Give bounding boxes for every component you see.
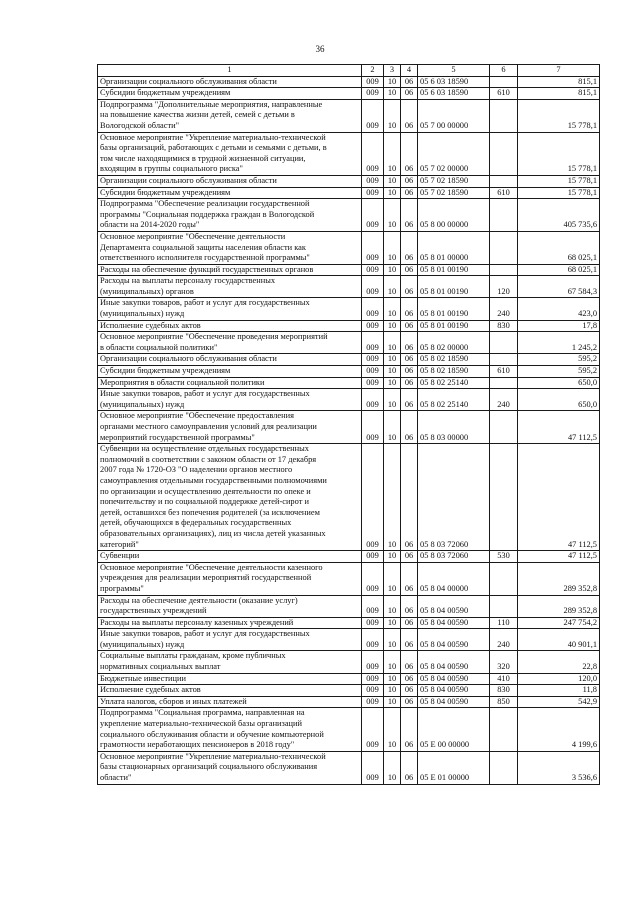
header-col-3: 3 — [384, 65, 401, 77]
row-subsection: 06 — [401, 187, 418, 199]
row-amount: 15 778,1 — [518, 99, 600, 132]
row-amount: 15 778,1 — [518, 132, 600, 175]
row-expense-type: 610 — [490, 187, 518, 199]
row-name: Основное мероприятие "Обеспечение предоставления органами местного самоуправления условий для реализации мероприятий государственной программы" — [98, 411, 362, 444]
row-amount: 120,0 — [518, 673, 600, 685]
row-amount: 47 112,5 — [518, 444, 600, 551]
row-admin-code: 009 — [362, 629, 384, 651]
row-expense-type — [490, 132, 518, 175]
row-section: 10 — [384, 231, 401, 264]
row-section: 10 — [384, 298, 401, 320]
row-expense-type: 850 — [490, 696, 518, 708]
row-section: 10 — [384, 708, 401, 751]
row-admin-code: 009 — [362, 444, 384, 551]
row-name: Организации социального обслуживания области — [98, 76, 362, 88]
row-target-article: 05 8 02 18590 — [418, 354, 490, 366]
table-row — [98, 132, 600, 175]
row-admin-code: 009 — [362, 88, 384, 100]
page-number: 36 — [315, 44, 325, 54]
row-section: 10 — [384, 99, 401, 132]
row-admin-code: 009 — [362, 187, 384, 199]
row-subsection: 06 — [401, 629, 418, 651]
row-expense-type: 610 — [490, 366, 518, 378]
row-section: 10 — [384, 389, 401, 411]
table-row — [98, 88, 600, 100]
table-row — [98, 444, 600, 551]
row-admin-code: 009 — [362, 673, 384, 685]
row-target-article: 05 8 04 00000 — [418, 562, 490, 595]
row-amount: 595,2 — [518, 366, 600, 378]
row-section: 10 — [384, 551, 401, 563]
row-section: 10 — [384, 320, 401, 332]
row-admin-code: 009 — [362, 132, 384, 175]
row-subsection: 06 — [401, 264, 418, 276]
row-admin-code: 009 — [362, 696, 384, 708]
row-target-article: 05 8 01 00190 — [418, 264, 490, 276]
row-name: Субсидии бюджетным учреждениям — [98, 187, 362, 199]
row-admin-code: 009 — [362, 551, 384, 563]
row-amount: 4 199,6 — [518, 708, 600, 751]
row-name: Субсидии бюджетным учреждениям — [98, 366, 362, 378]
row-expense-type — [490, 377, 518, 389]
row-amount: 17,8 — [518, 320, 600, 332]
header-col-6: 6 — [490, 65, 518, 77]
row-target-article: 05 8 03 72060 — [418, 551, 490, 563]
row-name: Субвенции на осуществление отдельных государственных полномочий в соответствии с законом области от 17 декабря 2007 года № 1720-ОЗ "О наделении органов местного самоуправления отдельными государственными полномочиями по организации и осуществлению деятельности по опеке и попечительству и по социальной поддержке детей-сирот и детей, оставшихся без попечения родителей (за исключением детей, обучающихся в федеральных государственных образовательных организациях), лиц из числа детей указанных категорий" — [98, 444, 362, 551]
row-admin-code: 009 — [362, 298, 384, 320]
row-admin-code: 009 — [362, 199, 384, 232]
row-name: Подпрограмма "Обеспечение реализации государственной программы "Социальная поддержка граждан в Вологодской области на 2014-2020 годы" — [98, 199, 362, 232]
row-amount: 405 735,6 — [518, 199, 600, 232]
table-row — [98, 617, 600, 629]
row-subsection: 06 — [401, 696, 418, 708]
row-target-article: 05 7 00 00000 — [418, 99, 490, 132]
row-name: Субсидии бюджетным учреждениям — [98, 88, 362, 100]
row-amount: 3 536,6 — [518, 751, 600, 784]
table-row — [98, 751, 600, 784]
row-expense-type — [490, 444, 518, 551]
row-section: 10 — [384, 332, 401, 354]
table-row — [98, 298, 600, 320]
row-subsection: 06 — [401, 617, 418, 629]
row-expense-type: 240 — [490, 298, 518, 320]
table-row — [98, 708, 600, 751]
row-section: 10 — [384, 411, 401, 444]
table-row — [98, 673, 600, 685]
row-section: 10 — [384, 132, 401, 175]
row-expense-type — [490, 76, 518, 88]
row-admin-code: 009 — [362, 332, 384, 354]
row-name: Основное мероприятие "Укрепление материально-технической базы организаций, работающих с детьми и семьями с детьми, в том числе находящимися в трудной жизненной ситуации, входящим в группы социального риска" — [98, 132, 362, 175]
table-row — [98, 175, 600, 187]
row-admin-code: 009 — [362, 685, 384, 697]
row-amount: 40 901,1 — [518, 629, 600, 651]
row-expense-type — [490, 99, 518, 132]
row-name: Исполнение судебных актов — [98, 685, 362, 697]
row-expense-type: 120 — [490, 276, 518, 298]
header-col-5: 5 — [418, 65, 490, 77]
row-admin-code: 009 — [362, 562, 384, 595]
row-target-article: 05 8 01 00000 — [418, 231, 490, 264]
table-row — [98, 562, 600, 595]
row-section: 10 — [384, 673, 401, 685]
table-row — [98, 377, 600, 389]
row-expense-type: 110 — [490, 617, 518, 629]
row-amount: 289 352,8 — [518, 595, 600, 617]
row-target-article: 05 8 04 00590 — [418, 629, 490, 651]
table-row — [98, 551, 600, 563]
row-admin-code: 009 — [362, 366, 384, 378]
row-admin-code: 009 — [362, 264, 384, 276]
row-admin-code: 009 — [362, 276, 384, 298]
row-target-article: 05 8 04 00590 — [418, 617, 490, 629]
row-section: 10 — [384, 276, 401, 298]
row-expense-type: 530 — [490, 551, 518, 563]
table-row — [98, 332, 600, 354]
table-row — [98, 389, 600, 411]
row-target-article: 05 8 01 00190 — [418, 320, 490, 332]
table-row — [98, 320, 600, 332]
row-amount: 11,8 — [518, 685, 600, 697]
row-subsection: 06 — [401, 444, 418, 551]
row-subsection: 06 — [401, 99, 418, 132]
row-amount: 22,8 — [518, 651, 600, 673]
row-target-article: 05 7 02 18590 — [418, 187, 490, 199]
row-expense-type: 320 — [490, 651, 518, 673]
table-body — [98, 76, 600, 784]
row-expense-type: 610 — [490, 88, 518, 100]
table-row — [98, 366, 600, 378]
row-name: Иные закупки товаров, работ и услуг для государственных (муниципальных) нужд — [98, 389, 362, 411]
row-subsection: 06 — [401, 231, 418, 264]
row-subsection: 06 — [401, 389, 418, 411]
row-target-article: 05 8 02 18590 — [418, 366, 490, 378]
row-section: 10 — [384, 595, 401, 617]
row-amount: 423,0 — [518, 298, 600, 320]
row-admin-code: 009 — [362, 175, 384, 187]
table-row — [98, 595, 600, 617]
table-row — [98, 264, 600, 276]
row-target-article: 05 7 02 00000 — [418, 132, 490, 175]
row-admin-code: 009 — [362, 411, 384, 444]
row-name: Расходы на выплаты персоналу государственных (муниципальных) органов — [98, 276, 362, 298]
row-admin-code: 009 — [362, 389, 384, 411]
row-amount: 47 112,5 — [518, 551, 600, 563]
row-target-article: 05 8 04 00590 — [418, 595, 490, 617]
row-target-article: 05 8 04 00590 — [418, 651, 490, 673]
row-target-article: 05 8 03 00000 — [418, 411, 490, 444]
row-target-article: 05 8 02 00000 — [418, 332, 490, 354]
row-subsection: 06 — [401, 751, 418, 784]
header-col-1: 1 — [98, 65, 362, 77]
row-section: 10 — [384, 751, 401, 784]
row-name: Подпрограмма "Социальная программа, направленная на укрепление материально-технической базы организаций социального обслуживания области и обучение компьютерной грамотности неработающих пенсионеров в 2018 году" — [98, 708, 362, 751]
row-admin-code: 009 — [362, 377, 384, 389]
row-subsection: 06 — [401, 320, 418, 332]
row-section: 10 — [384, 651, 401, 673]
row-admin-code: 009 — [362, 354, 384, 366]
row-subsection: 06 — [401, 411, 418, 444]
row-name: Иные закупки товаров, работ и услуг для государственных (муниципальных) нужд — [98, 298, 362, 320]
row-section: 10 — [384, 76, 401, 88]
row-target-article: 05 6 03 18590 — [418, 88, 490, 100]
row-name: Основное мероприятие "Обеспечение деятельности казенного учреждения для реализации мероприятий государственной программы" — [98, 562, 362, 595]
row-subsection: 06 — [401, 298, 418, 320]
row-admin-code: 009 — [362, 651, 384, 673]
row-name: Расходы на обеспечение деятельности (оказание услуг) государственных учреждений — [98, 595, 362, 617]
row-admin-code: 009 — [362, 99, 384, 132]
header-row — [98, 65, 600, 77]
row-admin-code: 009 — [362, 595, 384, 617]
row-expense-type — [490, 199, 518, 232]
row-amount: 68 025,1 — [518, 231, 600, 264]
table-row — [98, 76, 600, 88]
row-subsection: 06 — [401, 199, 418, 232]
header-col-2: 2 — [362, 65, 384, 77]
row-amount: 15 778,1 — [518, 175, 600, 187]
row-subsection: 06 — [401, 673, 418, 685]
row-admin-code: 009 — [362, 320, 384, 332]
row-target-article: 05 E 00 00000 — [418, 708, 490, 751]
row-section: 10 — [384, 696, 401, 708]
budget-table — [97, 64, 600, 785]
row-target-article: 05 8 04 00590 — [418, 673, 490, 685]
row-expense-type — [490, 332, 518, 354]
table-row — [98, 696, 600, 708]
row-name: Иные закупки товаров, работ и услуг для государственных (муниципальных) нужд — [98, 629, 362, 651]
row-section: 10 — [384, 187, 401, 199]
row-section: 10 — [384, 562, 401, 595]
row-name: Организации социального обслуживания области — [98, 175, 362, 187]
row-expense-type: 240 — [490, 389, 518, 411]
row-expense-type: 240 — [490, 629, 518, 651]
row-amount: 47 112,5 — [518, 411, 600, 444]
row-name: Расходы на выплаты персоналу казенных учреждений — [98, 617, 362, 629]
row-name: Основное мероприятие "Обеспечение проведения мероприятий в области социальной политики" — [98, 332, 362, 354]
row-amount: 247 754,2 — [518, 617, 600, 629]
table-row — [98, 629, 600, 651]
table-row — [98, 199, 600, 232]
row-section: 10 — [384, 617, 401, 629]
row-subsection: 06 — [401, 685, 418, 697]
row-section: 10 — [384, 377, 401, 389]
row-target-article: 05 8 01 00190 — [418, 298, 490, 320]
row-target-article: 05 8 04 00590 — [418, 696, 490, 708]
row-expense-type — [490, 231, 518, 264]
row-admin-code: 009 — [362, 76, 384, 88]
row-section: 10 — [384, 354, 401, 366]
row-target-article: 05 6 03 18590 — [418, 76, 490, 88]
row-admin-code: 009 — [362, 708, 384, 751]
row-amount: 650,0 — [518, 377, 600, 389]
row-section: 10 — [384, 175, 401, 187]
row-expense-type: 830 — [490, 685, 518, 697]
row-amount: 68 025,1 — [518, 264, 600, 276]
row-amount: 542,9 — [518, 696, 600, 708]
row-amount: 1 245,2 — [518, 332, 600, 354]
row-expense-type — [490, 751, 518, 784]
row-name: Социальные выплаты гражданам, кроме публичных нормативных социальных выплат — [98, 651, 362, 673]
row-target-article: 05 8 04 00590 — [418, 685, 490, 697]
row-admin-code: 009 — [362, 617, 384, 629]
row-name: Основное мероприятие "Обеспечение деятельности Департамента социальной защиты населения области как ответственного исполнителя государственной программы" — [98, 231, 362, 264]
table-row — [98, 231, 600, 264]
row-expense-type — [490, 562, 518, 595]
table-row — [98, 276, 600, 298]
row-subsection: 06 — [401, 88, 418, 100]
row-target-article: 05 7 02 18590 — [418, 175, 490, 187]
row-subsection: 06 — [401, 651, 418, 673]
row-expense-type — [490, 175, 518, 187]
row-target-article: 05 E 01 00000 — [418, 751, 490, 784]
row-expense-type: 410 — [490, 673, 518, 685]
row-expense-type — [490, 708, 518, 751]
row-target-article: 05 8 03 72060 — [418, 444, 490, 551]
row-subsection: 06 — [401, 595, 418, 617]
row-expense-type — [490, 595, 518, 617]
row-name: Бюджетные инвестиции — [98, 673, 362, 685]
row-amount: 15 778,1 — [518, 187, 600, 199]
row-subsection: 06 — [401, 562, 418, 595]
row-section: 10 — [384, 685, 401, 697]
row-name: Расходы на обеспечение функций государственных органов — [98, 264, 362, 276]
table-row — [98, 354, 600, 366]
row-subsection: 06 — [401, 276, 418, 298]
row-subsection: 06 — [401, 551, 418, 563]
row-name: Исполнение судебных актов — [98, 320, 362, 332]
row-expense-type — [490, 354, 518, 366]
row-admin-code: 009 — [362, 231, 384, 264]
row-amount: 815,1 — [518, 76, 600, 88]
row-subsection: 06 — [401, 366, 418, 378]
row-amount: 595,2 — [518, 354, 600, 366]
row-name: Уплата налогов, сборов и иных платежей — [98, 696, 362, 708]
row-section: 10 — [384, 629, 401, 651]
row-section: 10 — [384, 199, 401, 232]
row-amount: 650,0 — [518, 389, 600, 411]
row-subsection: 06 — [401, 377, 418, 389]
row-section: 10 — [384, 264, 401, 276]
header-col-4: 4 — [401, 65, 418, 77]
row-section: 10 — [384, 444, 401, 551]
row-section: 10 — [384, 88, 401, 100]
header-col-7: 7 — [518, 65, 600, 77]
row-amount: 67 584,3 — [518, 276, 600, 298]
row-subsection: 06 — [401, 332, 418, 354]
row-subsection: 06 — [401, 354, 418, 366]
row-name: Основное мероприятие "Укрепление материально-технической базы стационарных организаций социального обслуживания области" — [98, 751, 362, 784]
row-name: Субвенции — [98, 551, 362, 563]
table-row — [98, 411, 600, 444]
row-amount: 815,1 — [518, 88, 600, 100]
row-admin-code: 009 — [362, 751, 384, 784]
row-name: Мероприятия в области социальной политики — [98, 377, 362, 389]
row-target-article: 05 8 02 25140 — [418, 377, 490, 389]
row-target-article: 05 8 00 00000 — [418, 199, 490, 232]
table-row — [98, 651, 600, 673]
table-row — [98, 685, 600, 697]
row-subsection: 06 — [401, 708, 418, 751]
row-target-article: 05 8 01 00190 — [418, 276, 490, 298]
row-target-article: 05 8 02 25140 — [418, 389, 490, 411]
row-expense-type: 830 — [490, 320, 518, 332]
row-subsection: 06 — [401, 76, 418, 88]
table-row — [98, 99, 600, 132]
row-name: Подпрограмма "Дополнительные мероприятия, направленные на повышение качества жизни детей, семей с детьми в Вологодской области" — [98, 99, 362, 132]
row-amount: 289 352,8 — [518, 562, 600, 595]
row-subsection: 06 — [401, 175, 418, 187]
row-name: Организации социального обслуживания области — [98, 354, 362, 366]
row-section: 10 — [384, 366, 401, 378]
table-row — [98, 187, 600, 199]
row-expense-type — [490, 264, 518, 276]
row-subsection: 06 — [401, 132, 418, 175]
row-expense-type — [490, 411, 518, 444]
